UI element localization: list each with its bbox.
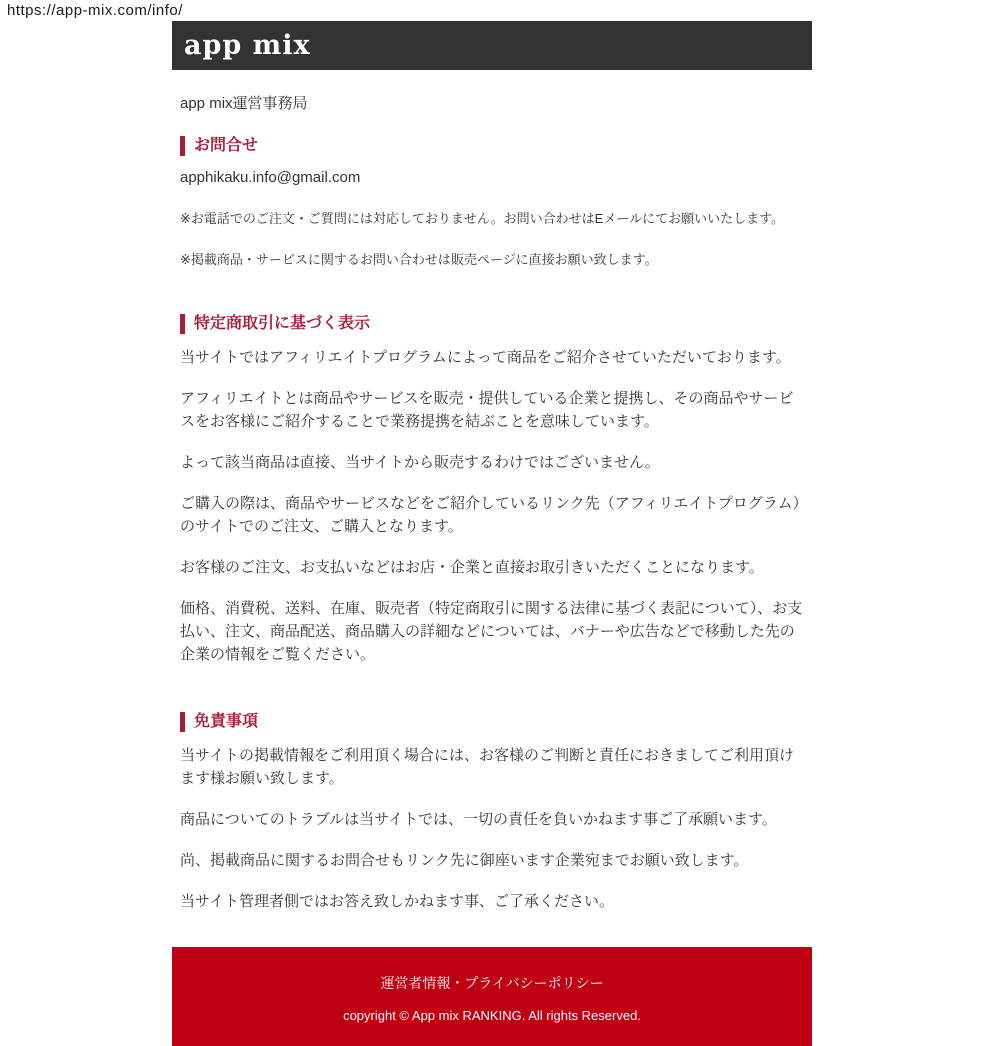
phone-inquiry-note: ※お電話でのご注文・ご質問には対応しておりません。お問い合わせはEメールにてお願いいたします。 bbox=[180, 211, 785, 226]
section-heading-disclaimer-label: 免責事項 bbox=[194, 713, 259, 730]
section-heading-commerce-law-label: 特定商取引に基づく表示 bbox=[194, 315, 371, 332]
main-content bbox=[172, 21, 812, 1046]
commerce-paragraph: アフィリエイトとは商品やサービスを販売・提供している企業と提携し、その商品やサービスをお客様にご紹介することで業務提携を結ぶことを意味しています。 bbox=[180, 390, 794, 430]
copyright-text: copyright © App mix RANKING. All rights Reserved. bbox=[343, 1008, 641, 1023]
contact-email: apphikaku.info@gmail.com bbox=[180, 169, 361, 186]
disclaimer-paragraph: 商品についてのトラブルは当サイトでは、一切の責任を負いかねます事ご了承願います。 bbox=[180, 811, 777, 828]
operator-name: app mix運営事務局 bbox=[180, 95, 308, 112]
heading-accent-bar-icon bbox=[180, 136, 185, 156]
site-footer bbox=[172, 947, 812, 1046]
section-heading-contact bbox=[180, 136, 804, 156]
commerce-paragraph: ご購入の際は、商品やサービスなどをご紹介しているリンク先（アフィリエイトプログラム）のサイトでのご注文、ご購入となります。 bbox=[180, 495, 801, 535]
commerce-paragraph: よって該当商品は直接、当サイトから販売するわけではございません。 bbox=[180, 454, 660, 471]
page-url-label: https://app-mix.com/info/ bbox=[7, 2, 183, 19]
section-heading-commerce-law bbox=[180, 314, 804, 334]
disclaimer-paragraph: 当サイト管理者側ではお答え致しかねます事、ご了承ください。 bbox=[180, 893, 614, 910]
heading-accent-bar-icon bbox=[180, 712, 185, 732]
disclaimer-paragraph: 尚、掲載商品に関するお問合せもリンク先に御座います企業宛までお願い致します。 bbox=[180, 852, 749, 869]
site-header bbox=[172, 21, 812, 70]
section-heading-contact-label: お問合せ bbox=[194, 137, 259, 154]
commerce-paragraph: お客様のご注文、お支払いなどはお店・企業と直接お取引きいただくことになります。 bbox=[180, 559, 764, 576]
content-inner bbox=[172, 92, 812, 913]
heading-accent-bar-icon bbox=[180, 314, 185, 334]
commerce-paragraph: 価格、消費税、送料、在庫、販売者（特定商取引に関する法律に基づく表記について）、お支払い、注文、商品配送、商品購入の詳細などについては、バナーや広告などで移動した先の企業の情報をご覧ください。 bbox=[180, 600, 803, 663]
footer-privacy-policy-link[interactable]: 運営者情報・プライバシーポリシー bbox=[380, 975, 604, 991]
disclaimer-paragraph: 当サイトの掲載情報をご利用頂く場合には、お客様のご判断と責任におきましてご利用頂けます様お願い致します。 bbox=[180, 747, 794, 787]
commerce-paragraph: 当サイトではアフィリエイトプログラムによって商品をご紹介させていただいております。 bbox=[180, 349, 791, 366]
product-inquiry-note: ※掲載商品・サービスに関するお問い合わせは販売ページに直接お願い致します。 bbox=[180, 252, 658, 267]
section-heading-disclaimer bbox=[180, 712, 804, 732]
site-title[interactable]: app mix bbox=[184, 30, 311, 61]
